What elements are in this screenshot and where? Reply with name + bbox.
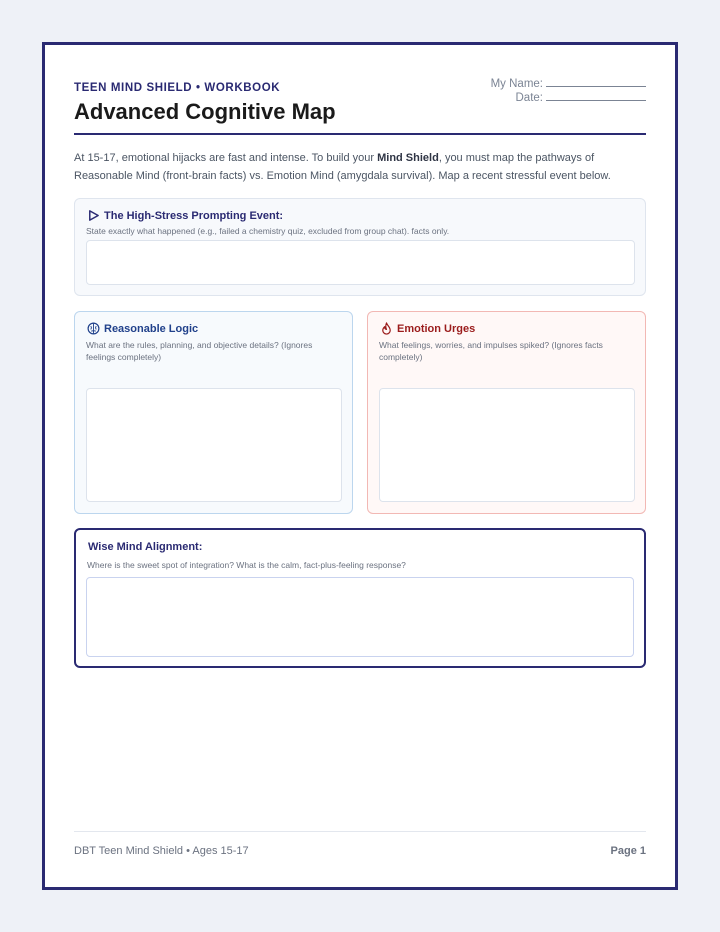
reasonable-title: Reasonable Logic bbox=[104, 322, 199, 335]
wise-mind-card bbox=[74, 528, 646, 668]
date-label: Date: bbox=[515, 92, 543, 104]
wise-description: Where is the sweet spot of integration? What is the calm, fact-plus-feeling response? bbox=[87, 560, 406, 570]
intro-text-end: , you must map the pathways of Reasonable Mind (front-brain facts) vs. Emotion Mind (amygdala survival). Map a recent stressful event below. bbox=[74, 152, 611, 182]
brand-label: TEEN MIND SHIELD • WORKBOOK bbox=[74, 82, 281, 94]
page-number: Page 1 bbox=[610, 845, 646, 857]
reasonable-heading bbox=[87, 322, 198, 335]
event-heading bbox=[87, 209, 283, 222]
emotion-urges-card bbox=[367, 311, 646, 514]
prompting-event-card bbox=[74, 198, 646, 296]
reasonable-logic-card bbox=[74, 311, 353, 514]
reasonable-response-box[interactable] bbox=[86, 388, 342, 502]
name-field[interactable] bbox=[546, 75, 646, 87]
footer-divider bbox=[74, 831, 646, 832]
name-label: My Name: bbox=[490, 78, 543, 90]
intro-paragraph bbox=[74, 149, 646, 185]
date-field[interactable] bbox=[546, 89, 646, 101]
emotion-heading bbox=[380, 322, 475, 335]
event-response-box[interactable] bbox=[86, 240, 635, 285]
footer-program-label: DBT Teen Mind Shield • Ages 15-17 bbox=[74, 845, 249, 857]
event-description: State exactly what happened (e.g., failed a chemistry quiz, excluded from group chat). facts only. bbox=[86, 226, 450, 236]
page-header bbox=[74, 79, 646, 137]
header-divider bbox=[74, 133, 646, 135]
brain-icon bbox=[87, 322, 100, 335]
name-date-block bbox=[491, 75, 646, 103]
wise-response-box[interactable] bbox=[86, 577, 634, 657]
intro-text-start: At 15-17, emotional hijacks are fast and intense. To build your bbox=[74, 152, 378, 164]
event-title: The High-Stress Prompting Event: bbox=[104, 209, 284, 222]
emotion-title: Emotion Urges bbox=[397, 322, 476, 335]
wise-heading bbox=[88, 541, 202, 553]
reasonable-description: What are the rules, planning, and objective details? (Ignores feelings completely) bbox=[86, 340, 313, 362]
emotion-response-box[interactable] bbox=[379, 388, 635, 502]
worksheet-page bbox=[42, 42, 678, 890]
flame-icon bbox=[380, 322, 393, 335]
wise-title: Wise Mind Alignment: bbox=[88, 541, 203, 553]
intro-emphasis: Mind Shield bbox=[377, 152, 439, 164]
play-icon bbox=[87, 209, 100, 222]
page-title: Advanced Cognitive Map bbox=[74, 99, 336, 124]
emotion-description: What feelings, worries, and impulses spiked? (Ignores facts completely) bbox=[379, 340, 603, 362]
